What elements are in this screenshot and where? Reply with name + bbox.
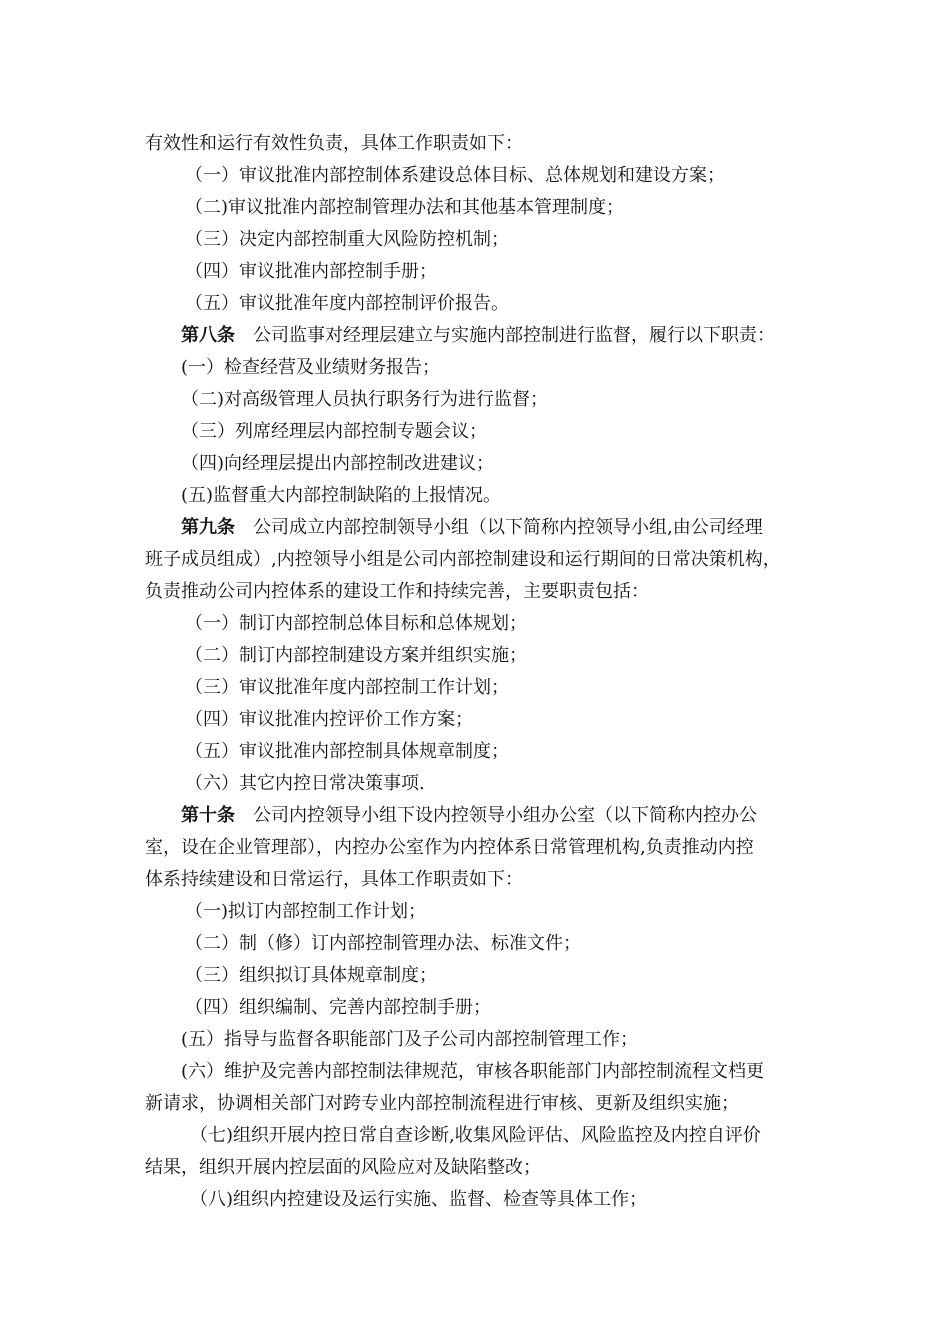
article-text: 公司监事对经理层建立与实施内部控制进行监督，履行以下职责：	[253, 325, 775, 346]
text-line: 室，设在企业管理部），内控办公室作为内控体系日常管理机构,负责推动内控	[145, 837, 754, 858]
article-10-line	[181, 800, 851, 832]
text-line: 班子成员组成）,内控领导小组是公司内部控制建设和运行期间的日常决策机构，	[145, 549, 781, 570]
list-item: （二)审议批准内部控制管理办法和其他基本管理制度；	[185, 197, 625, 218]
article-9-line	[181, 512, 851, 544]
list-item: （一）审议批准内部控制体系建设总体目标、总体规划和建设方案；	[185, 165, 725, 186]
article-text: 公司内控领导小组下设内控领导小组办公室（以下简称内控办公	[253, 805, 757, 826]
list-item: （四)向经理层提出内部控制改进建议；	[181, 453, 495, 474]
text-line: 结果，组织开展内控层面的风险应对及缺陷整改；	[145, 1157, 541, 1178]
list-item: (五)监督重大内部控制缺陷的上报情况。	[181, 485, 502, 506]
list-item: （四）审议批准内部控制手册；	[185, 261, 437, 282]
list-item: （三）审议批准年度内部控制工作计划；	[185, 677, 509, 698]
list-item: （七)组织开展内控日常自查诊断,收集风险评估、风险监控及内控自评价	[190, 1125, 761, 1146]
text-line: 新请求，协调相关部门对跨专业内部控制流程进行审核、更新及组织实施；	[145, 1093, 739, 1114]
list-item: （二）制（修）订内部控制管理办法、标准文件；	[185, 933, 581, 954]
list-item: （五）审议批准内部控制具体规章制度；	[185, 741, 509, 762]
text-line: 有效性和运行有效性负责，具体工作职责如下：	[145, 133, 523, 154]
list-item: （一)拟订内部控制工作计划；	[185, 901, 427, 922]
article-text: 公司成立内部控制领导小组（以下简称内控领导小组,由公司经理	[253, 517, 763, 538]
article-heading: 第九条	[181, 517, 235, 538]
list-item: （二)对高级管理人员执行职务行为进行监督；	[181, 389, 549, 410]
list-item: (六）维护及完善内部控制法律规范，审核各职能部门内部控制流程文档更	[181, 1061, 765, 1082]
list-item: （一）制订内部控制总体目标和总体规划；	[185, 613, 527, 634]
text-line: 负责推动公司内控体系的建设工作和持续完善，主要职责包括：	[145, 581, 649, 602]
list-item: (一）检查经营及业绩财务报告；	[181, 357, 441, 378]
list-item: （三）列席经理层内部控制专题会议；	[181, 421, 487, 442]
list-item: （四）审议批准内控评价工作方案；	[185, 709, 473, 730]
list-item: （三）决定内部控制重大风险防控机制；	[185, 229, 509, 250]
list-item: （六）其它内控日常决策事项.	[185, 773, 425, 794]
list-item: （八)组织内控建设及运行实施、监督、检查等具体工作；	[190, 1189, 648, 1210]
text-line: 体系持续建设和日常运行，具体工作职责如下：	[145, 869, 523, 890]
list-item: （二）制订内部控制建设方案并组织实施；	[185, 645, 527, 666]
list-item: (五）指导与监督各职能部门及子公司内部控制管理工作；	[181, 1029, 639, 1050]
list-item: （三）组织拟订具体规章制度；	[185, 965, 437, 986]
article-8-line	[181, 320, 851, 352]
article-heading: 第八条	[181, 325, 235, 346]
list-item: （四）组织编制、完善内部控制手册；	[185, 997, 491, 1018]
list-item: （五）审议批准年度内部控制评价报告。	[185, 293, 509, 314]
article-heading: 第十条	[181, 805, 235, 826]
